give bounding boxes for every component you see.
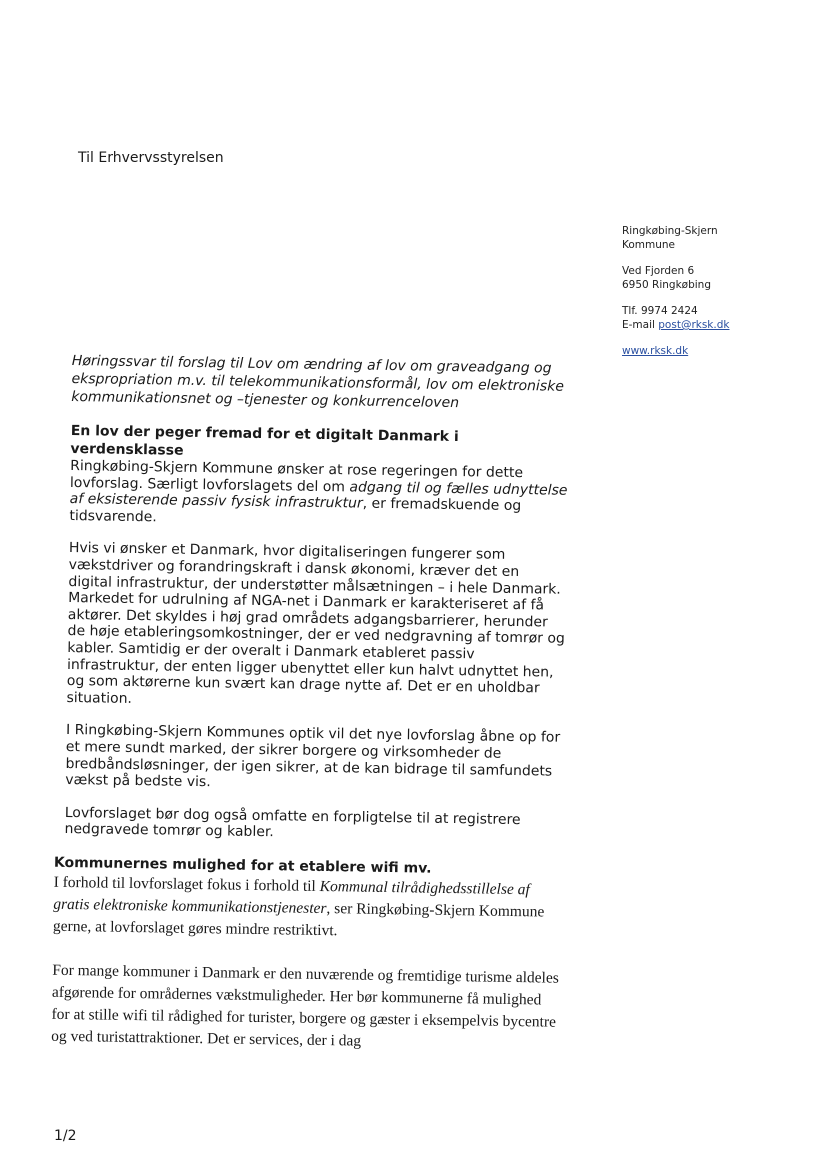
sender-contact <box>622 304 729 332</box>
section2 <box>51 854 562 1056</box>
sender-name <box>622 224 729 252</box>
section1-paragraph1 <box>69 458 568 532</box>
page-number: 1/2 <box>54 1128 77 1144</box>
sender-name-line1: Ringkøbing-Skjern <box>622 225 718 237</box>
sender-address <box>622 264 729 292</box>
recipient-line: Til Erhvervsstyrelsen <box>78 150 224 166</box>
sender-address-line1: Ved Fjorden 6 <box>622 265 695 277</box>
sender-address-line2: 6950 Ringkøbing <box>622 279 711 291</box>
sender-phone: Tlf. 9974 2424 <box>622 305 698 317</box>
letter-subject: Høringssvar til forslag til Lov om ændring af lov om graveadgang og ekspropriation m.v. til telekommunikationsformål, lov om elektroniske kommunikationsnet og –tjenester og konkurrenceloven <box>71 352 565 412</box>
sender-web <box>622 344 729 358</box>
sender-email-line <box>622 318 729 332</box>
section2-p1-start: I forhold til lovforslaget fokus i forhold til <box>53 873 320 895</box>
sender-website-link[interactable]: www.rksk.dk <box>622 345 689 357</box>
section1-p1-start: Ringkøbing-Skjern Kommune ønsker at rose regeringen for dette lovforslag. Særligt lovforslagets del om <box>69 457 524 495</box>
letter-body <box>51 352 570 1078</box>
section1-p1-emphasis: adgang til og fælles udnyttelse af eksisterende passiv fysisk infrastruktur <box>69 478 568 512</box>
section1-paragraph2: Hvis vi ønsker et Danmark, hvor digitaliseringen fungerer som vækstdriver og forandringskraft i dansk økonomi, kræver det en digital infrastruktur, der understøtter målsætningen – i hele Danmark. Markedet for udrulning af NGA-net i Danmark er karakteriseret af få aktører. Det skyldes i høj grad områdets adgangsbarrierer, herunder de høje etableringsomkostninger, der er ved nedgravning af tomrør og kabler. Samtidig er der overalt i Danmark etableret passiv infrastruktur, der enten ligger ubenyttet eller kun halvt udnyttet hen, og som aktørerne kun svært kan drage nytte af. Det er en uholdbar situation. <box>66 540 565 707</box>
section2-p1-end: , ser Ringkøbing-Skjern Kommune gerne, at lovforslaget gøres mindre restriktivt. <box>52 899 545 940</box>
section1-paragraph4: Lovforslaget bør dog også omfatte en forpligtelse til at registrere nedgravede tomrør og kabler. <box>64 804 521 841</box>
section2-paragraph1 <box>53 872 562 946</box>
sender-name-line2: Kommune <box>622 239 676 251</box>
section2-heading: Kommunernes mulighed for at etablere wifi mv. <box>53 854 432 877</box>
sender-email-label: E-mail <box>622 319 659 331</box>
section1-paragraph3: I Ringkøbing-Skjern Kommunes optik vil det nye lovforslag åbne op for et mere sundt marked, der sikrer borgere og virksomheder de bredbåndsløsninger, der igen sikrer, at de kan bidrage til samfundets vækst på bedste vis. <box>65 722 561 791</box>
section2-p1-emphasis: Kommunal tilrådighedsstillelse af gratis elektroniske kommunikationstjenester <box>53 877 530 917</box>
section2-paragraph2: For mange kommuner i Danmark er den nuværende og fremtidige turisme aldeles afgørende for områdernes vækstmuligheder. Her bør kommunerne få mulighed for at stille wifi til rådighed for turister, borgere og gæster i eksempelvis bycentre og ved turistattraktioner. Det er services, der i dag <box>51 961 559 1050</box>
sender-block <box>622 224 729 370</box>
section1-heading: En lov der peger fremad for et digitalt Danmark i verdensklasse <box>70 422 459 459</box>
sender-email-link[interactable]: post@rksk.dk <box>658 319 730 331</box>
section1-p1-end: , er fremadskuende og tidsvarende. <box>69 495 522 526</box>
